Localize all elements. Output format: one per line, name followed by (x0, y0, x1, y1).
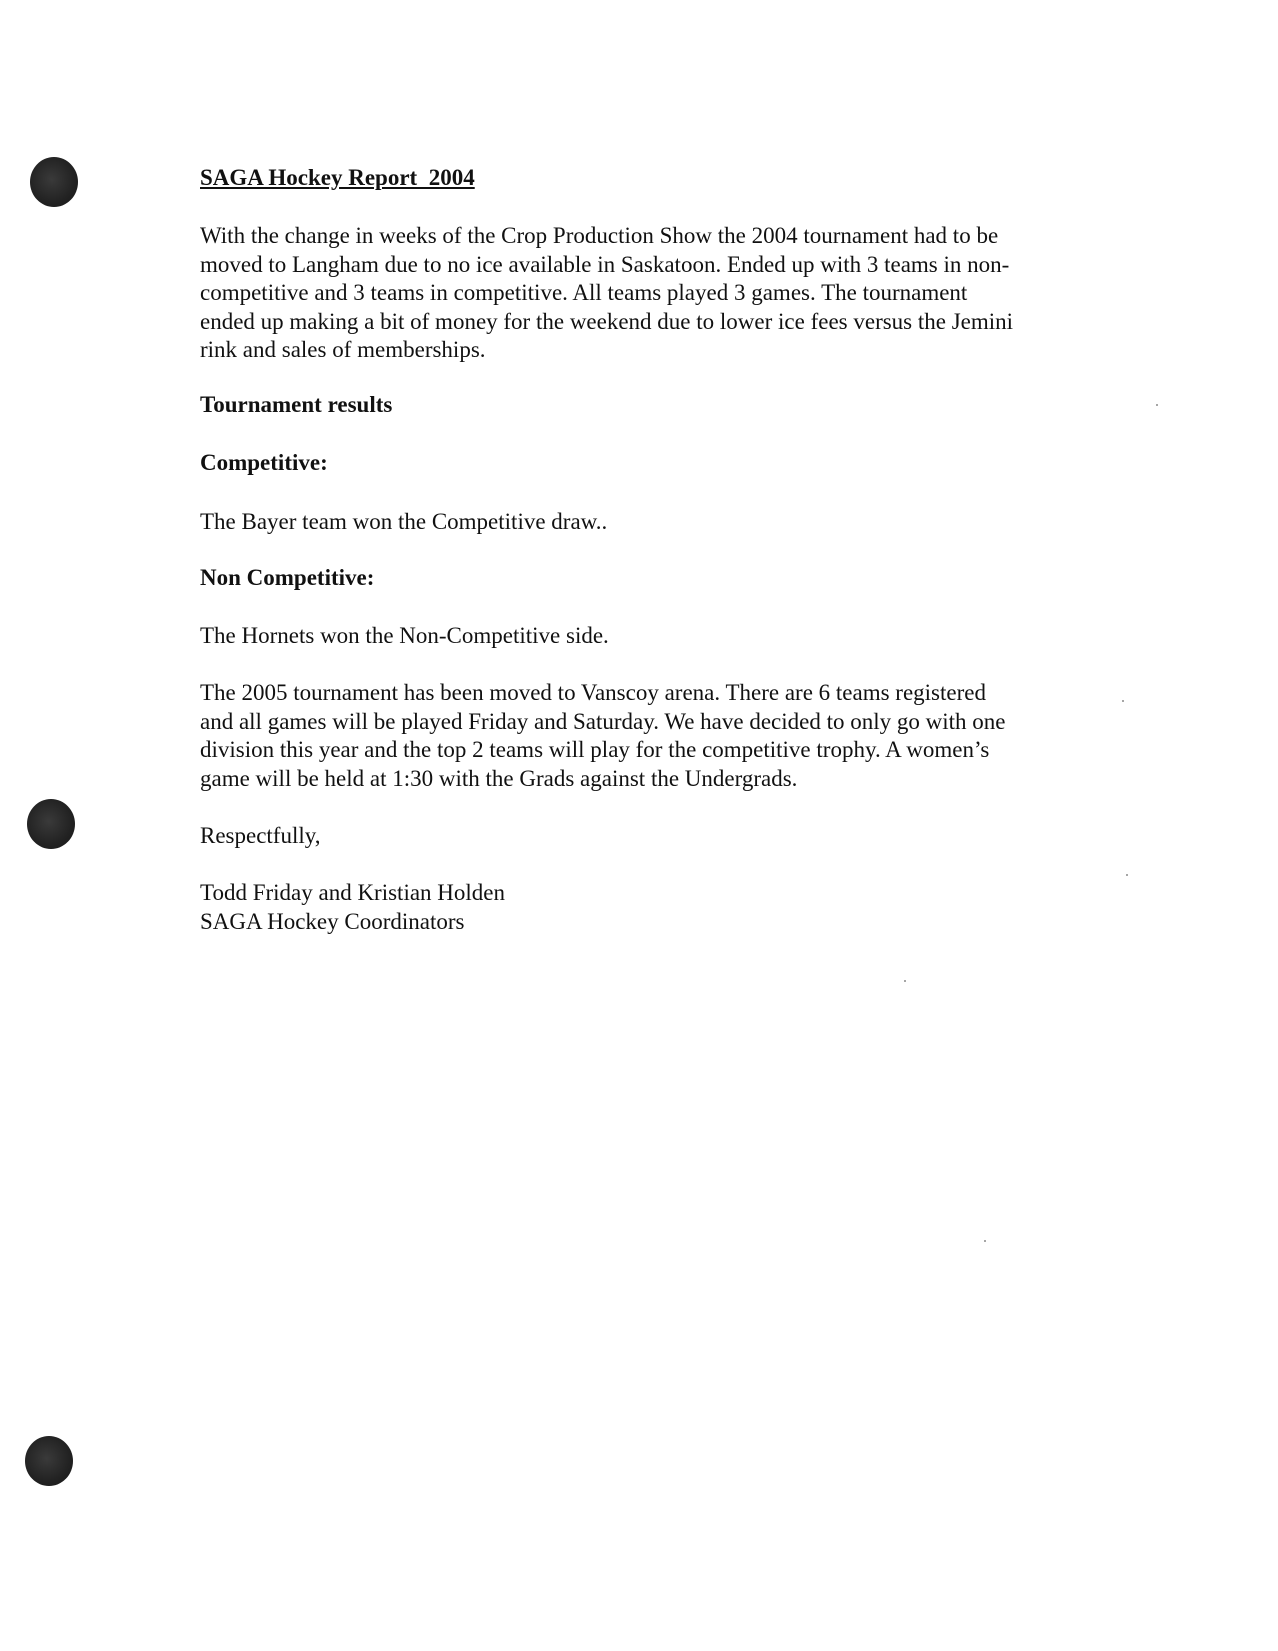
competitive-result (200, 508, 1100, 537)
plans-paragraph (200, 679, 1100, 793)
intro-line: moved to Langham due to no ice available in Saskatoon. Ended up with 3 teams in non- (200, 251, 1010, 277)
noncompetitive-result (200, 622, 1100, 651)
plans-line: and all games will be played Friday and Saturday. We have decided to only go with one (200, 708, 1006, 734)
intro-line: rink and sales of memberships. (200, 337, 486, 362)
competitive-heading: Competitive: (200, 450, 328, 475)
intro-line: With the change in weeks of the Crop Production Show the 2004 tournament had to be (200, 223, 999, 248)
intro-line: ended up making a bit of money for the weekend due to lower ice fees versus the Jemini (200, 308, 1014, 334)
intro-paragraph (200, 222, 1100, 365)
closing-text: Respectfully, (200, 823, 321, 848)
punch-hole-middle (27, 799, 75, 849)
plans-line: game will be held at 1:30 with the Grads against the Undergrads. (200, 765, 798, 791)
scan-speck (1156, 404, 1158, 406)
results-heading: Tournament results (200, 392, 393, 417)
punch-hole-top (30, 157, 78, 207)
intro-line: competitive and 3 teams in competitive. All teams played 3 games. The tournament (200, 280, 968, 305)
signature-role: SAGA Hockey Coordinators (200, 908, 465, 934)
plans-line: division this year and the top 2 teams will play for the competitive trophy. A women’s (200, 737, 990, 762)
scan-speck (984, 1240, 986, 1242)
signature-block (200, 879, 1100, 936)
competitive-result-text: The Bayer team won the Competitive draw.. (200, 509, 608, 534)
closing (200, 822, 1100, 851)
scan-speck (1126, 874, 1128, 876)
noncompetitive-heading: Non Competitive: (200, 565, 375, 590)
punch-hole-bottom (25, 1436, 73, 1486)
plans-line: The 2005 tournament has been moved to Vanscoy arena. There are 6 teams registered (200, 680, 986, 705)
report-title: SAGA Hockey Report 2004 (200, 165, 475, 190)
scan-speck (904, 980, 906, 982)
scan-speck (1122, 700, 1124, 702)
noncompetitive-result-text: The Hornets won the Non-Competitive side. (200, 623, 609, 648)
signature-names: Todd Friday and Kristian Holden (200, 880, 506, 905)
